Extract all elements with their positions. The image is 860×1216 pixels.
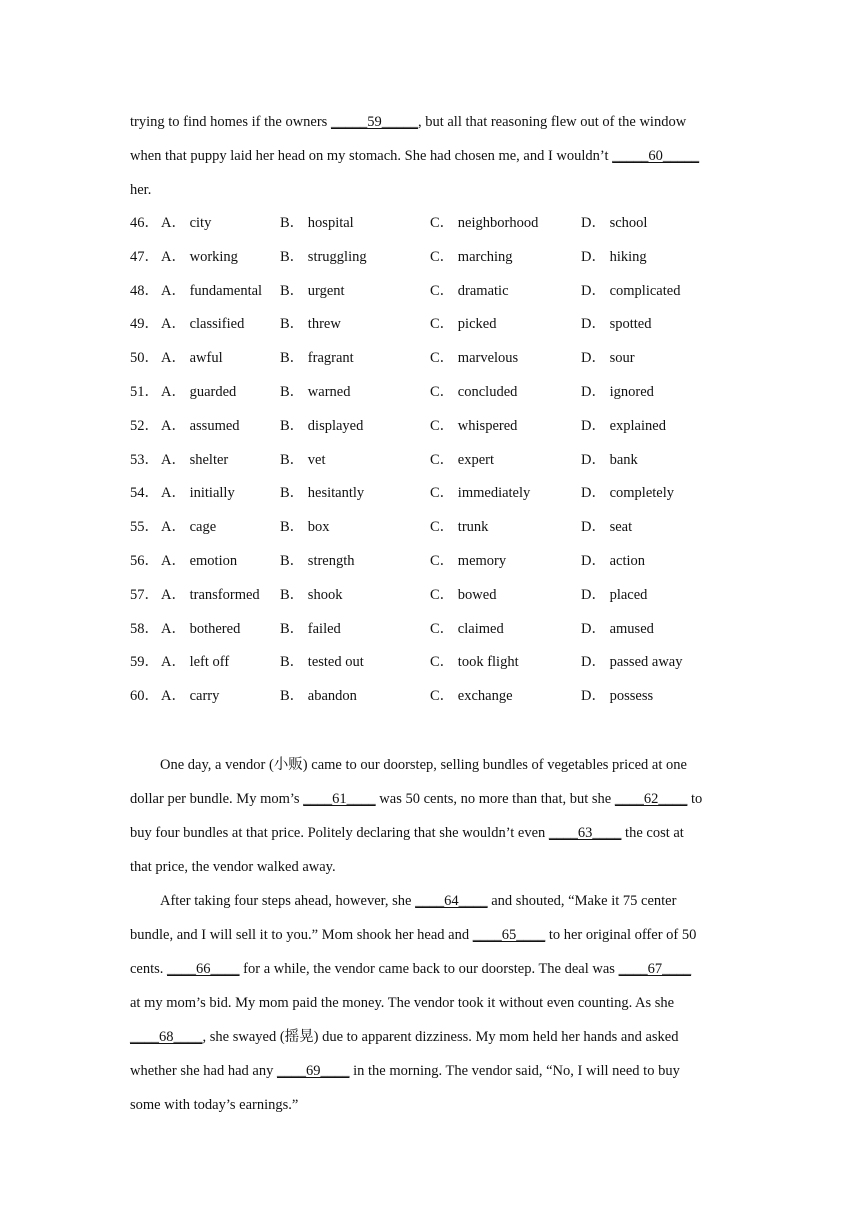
text: , but all that reasoning flew out of the window <box>417 114 687 130</box>
text: After taking four steps ahead, however, she <box>160 892 416 909</box>
passage-line: at my mom’s bid. My mom paid the money. The vendor took it without even counting. As she <box>130 994 675 1011</box>
text: to her original offer of 50 <box>545 926 697 943</box>
text: cents. <box>130 960 168 977</box>
question-number: 60． <box>130 688 159 705</box>
passage-line <box>130 782 730 816</box>
question-row <box>130 444 730 478</box>
option-b: B． struggling <box>280 248 367 265</box>
option-b: B． threw <box>280 316 341 333</box>
option-a: A． cage <box>161 519 217 536</box>
question-row <box>130 376 730 410</box>
option-a: A． assumed <box>161 417 240 434</box>
question-number: 54． <box>130 485 159 502</box>
passage-line <box>130 1054 730 1088</box>
question-number: 56． <box>130 552 159 569</box>
option-d: D． possess <box>581 688 654 705</box>
blank-62: ____62____ <box>614 790 688 807</box>
question-list <box>130 207 730 714</box>
text: whether she had had any <box>130 1062 277 1079</box>
option-d: D． school <box>581 215 648 231</box>
option-d: D． ignored <box>581 383 654 400</box>
question-row <box>130 579 730 613</box>
passage-line: her. <box>130 182 152 198</box>
question-row <box>130 241 730 275</box>
option-a: A． transformed <box>161 586 260 603</box>
question-row <box>130 511 730 545</box>
option-d: D． seat <box>581 519 633 536</box>
question-row <box>130 477 730 511</box>
text: to <box>687 790 703 807</box>
passage-line: some with today’s earnings.” <box>130 1096 299 1113</box>
question-number: 48． <box>130 282 159 299</box>
option-c: C． dramatic <box>430 282 509 299</box>
option-a: A． working <box>161 248 238 265</box>
option-b: B． vet <box>280 451 326 468</box>
question-number: 46． <box>130 215 159 231</box>
text: buy four bundles at that price. Politely declaring that she wouldn’t even <box>130 824 549 841</box>
option-a: A． city <box>161 215 212 231</box>
option-d: D． explained <box>581 417 666 434</box>
question-number: 55． <box>130 519 159 536</box>
blank-66: ____66____ <box>167 960 240 977</box>
question-row <box>130 342 730 376</box>
blank-69: ____69____ <box>276 1062 350 1079</box>
option-c: C． neighborhood <box>430 215 539 231</box>
text: in the morning. The vendor said, “No, I will need to buy <box>349 1062 680 1079</box>
question-number: 47． <box>130 248 159 265</box>
option-a: A． left off <box>161 654 230 671</box>
question-number: 58． <box>130 620 159 637</box>
question-number: 50． <box>130 350 159 367</box>
blank-63: ____63____ <box>548 824 622 841</box>
question-number: 59． <box>130 654 159 671</box>
text: trying to find homes if the owners <box>130 114 331 130</box>
blank-59: _____59_____ <box>330 114 418 130</box>
blank-60: _____60_____ <box>612 148 700 164</box>
passage-line: One day, a vendor (小贩) came to our doorstep, selling bundles of vegetables priced at one <box>160 756 687 773</box>
document-page <box>130 105 730 1122</box>
question-number: 49． <box>130 316 159 333</box>
option-c: C． bowed <box>430 586 497 603</box>
option-d: D． hiking <box>581 248 647 265</box>
option-c: C． claimed <box>430 620 504 637</box>
option-b: B． hospital <box>280 215 354 231</box>
question-row <box>130 680 730 714</box>
blank-65: ____65____ <box>472 926 546 943</box>
passage-line <box>130 884 730 918</box>
text: for a while, the vendor came back to our doorstep. The deal was <box>239 960 619 977</box>
passage-line <box>130 918 730 952</box>
text: the cost at <box>621 824 684 841</box>
passage-line <box>130 816 730 850</box>
question-number: 53． <box>130 451 159 468</box>
option-a: A． shelter <box>161 451 229 468</box>
blank-61: ____61____ <box>303 790 376 807</box>
option-d: D． complicated <box>581 282 681 299</box>
option-b: B． tested out <box>280 654 364 671</box>
option-b: B． fragrant <box>280 350 354 367</box>
option-c: C． memory <box>430 552 507 569</box>
question-row <box>130 308 730 342</box>
option-b: B． shook <box>280 586 343 603</box>
text: dollar per bundle. My mom’s <box>130 790 304 807</box>
option-a: A． emotion <box>161 552 238 569</box>
option-a: A． classified <box>161 316 245 333</box>
option-c: C． took flight <box>430 654 519 671</box>
option-a: A． carry <box>161 688 220 705</box>
option-d: D． bank <box>581 451 638 468</box>
question-row <box>130 613 730 647</box>
option-a: A． awful <box>161 350 223 367</box>
question-number: 52． <box>130 417 159 434</box>
option-c: C． exchange <box>430 688 513 705</box>
question-row <box>130 646 730 680</box>
option-d: D． placed <box>581 586 648 603</box>
blank-68: ____68____ <box>130 1028 203 1045</box>
option-a: A． fundamental <box>161 282 263 299</box>
question-row <box>130 410 730 444</box>
option-d: D． spotted <box>581 316 652 333</box>
option-c: C． trunk <box>430 519 489 536</box>
text: when that puppy laid her head on my stomach. She had chosen me, and I wouldn’t <box>130 148 613 164</box>
passage-line: that price, the vendor walked away. <box>130 858 336 875</box>
option-d: D． amused <box>581 620 654 637</box>
option-c: C． expert <box>430 451 495 468</box>
question-number: 51． <box>130 383 159 400</box>
option-d: D． sour <box>581 350 635 367</box>
option-d: D． action <box>581 552 646 569</box>
option-b: B． strength <box>280 552 355 569</box>
option-b: B． abandon <box>280 688 357 705</box>
option-b: B． box <box>280 519 330 536</box>
option-a: A． initially <box>161 485 235 502</box>
option-d: D． completely <box>581 485 675 502</box>
option-c: C． immediately <box>430 485 531 502</box>
option-b: B． failed <box>280 620 341 637</box>
question-row <box>130 545 730 579</box>
passage-line <box>130 952 730 986</box>
option-c: C． concluded <box>430 383 518 400</box>
text: was 50 cents, no more than that, but she <box>375 790 615 807</box>
option-b: B． hesitantly <box>280 485 365 502</box>
text: , she swayed (摇晃) due to apparent dizziness. My mom held her hands and asked <box>202 1028 679 1045</box>
question-row <box>130 275 730 309</box>
text: and shouted, “Make it 75 center <box>487 892 677 909</box>
blank-64: ____64____ <box>415 892 488 909</box>
option-c: C． marvelous <box>430 350 519 367</box>
question-row <box>130 207 730 241</box>
option-b: B． displayed <box>280 417 364 434</box>
option-a: A． bothered <box>161 620 241 637</box>
passage-line <box>130 1020 730 1054</box>
passage-line <box>130 139 730 173</box>
option-b: B． urgent <box>280 282 345 299</box>
blank-67: ____67____ <box>618 960 692 977</box>
text: bundle, and I will sell it to you.” Mom shook her head and <box>130 926 473 943</box>
option-b: B． warned <box>280 383 351 400</box>
option-a: A． guarded <box>161 383 237 400</box>
option-c: C． marching <box>430 248 513 265</box>
passage-line <box>130 105 730 139</box>
option-c: C． picked <box>430 316 497 333</box>
option-d: D． passed away <box>581 654 683 671</box>
question-number: 57． <box>130 586 159 603</box>
option-c: C． whispered <box>430 417 518 434</box>
